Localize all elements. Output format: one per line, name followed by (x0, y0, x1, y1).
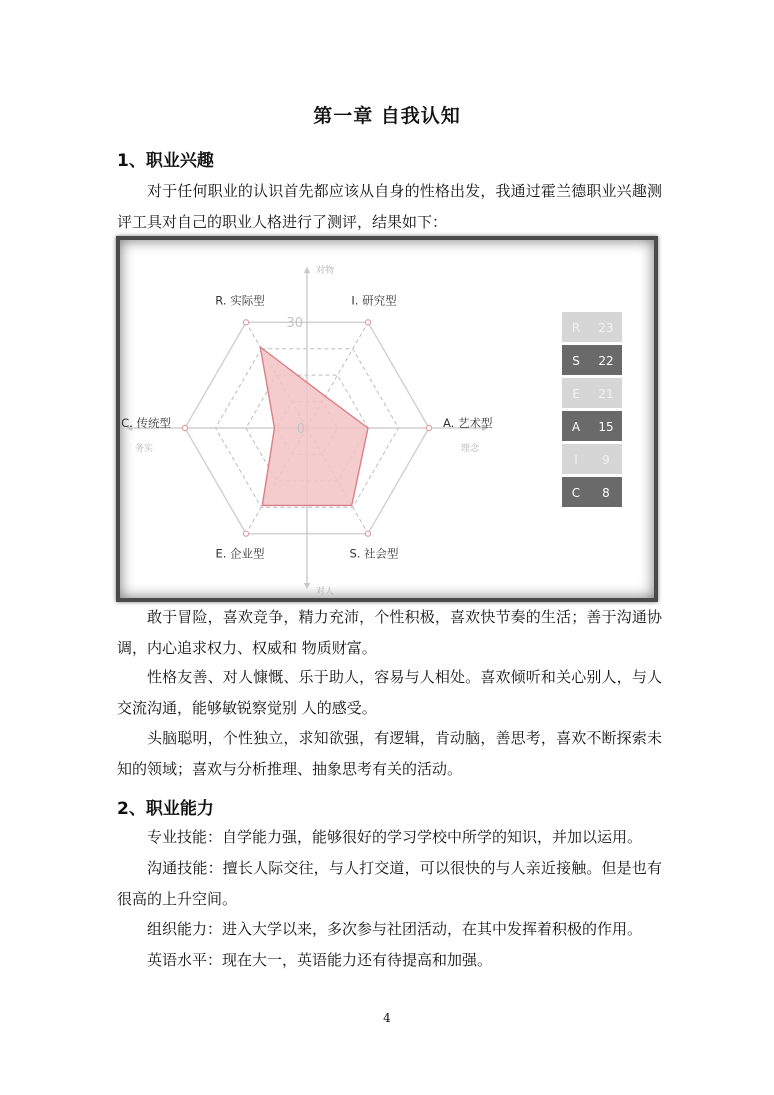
score-table-score: 9 (602, 453, 610, 467)
trait-paragraph-3: 头脑聪明，个性独立，求知欲强，有逻辑，肯动脑，善思考，喜欢不断探索未知的领域；喜欢与分析推理、抽象思考有关的活动。 (117, 729, 662, 778)
radar-vertex-dot (365, 531, 370, 536)
score-table-score: 8 (602, 486, 610, 500)
radar-axis-label: R. 实际型 (215, 293, 265, 308)
radar-dimension-label: 理念 (460, 444, 479, 454)
score-table-code: S (572, 354, 580, 368)
radar-axis-label: C. 传统型 (121, 416, 171, 430)
trait-paragraph-2: 性格友善、对人慷慨、乐于助人，容易与人相处。喜欢倾听和关心别人，与人交流沟通，能够敏锐察觉别 人的感受。 (117, 668, 662, 717)
page-number: 4 (383, 1011, 391, 1025)
radar-vertex-dot (243, 531, 248, 536)
score-table-code: E (572, 387, 580, 401)
ability-paragraph-3: 组织能力：进入大学以来，多次参与社团活动，在其中发挥着积极的作用。 (147, 920, 643, 938)
score-table-code: R (571, 321, 581, 335)
score-table (562, 312, 622, 507)
radar-axis-label: E. 企业型 (215, 546, 265, 561)
score-table-cell (562, 444, 622, 474)
radar-tick-label: 0 (296, 422, 305, 437)
radar-dimension-label: 对人 (316, 587, 335, 597)
radar-axis-label: I. 研究型 (351, 293, 397, 308)
holland-test-figure (116, 236, 658, 602)
radar-vertex-dot (426, 425, 431, 430)
radar-vertex-dot (243, 320, 248, 325)
ability-paragraph-4: 英语水平：现在大一，英语能力还有待提高和加强。 (147, 951, 493, 969)
radar-series-polygon (260, 347, 368, 505)
radar-tick-label: 30 (286, 316, 303, 331)
radar-axis-label: A. 艺术型 (443, 416, 493, 430)
score-table-code: A (571, 420, 581, 434)
figure-canvas (120, 240, 654, 598)
section-heading-ability: 2、职业能力 (117, 799, 214, 819)
radar-axis-label: S. 社会型 (349, 546, 399, 561)
score-table-score: 22 (598, 354, 614, 368)
section-heading-interest: 1、职业兴趣 (117, 151, 214, 171)
trait-paragraph-1: 敢于冒险，喜欢竞争，精力充沛，个性积极，喜欢快节奏的生活；善于沟通协调，内心追求权力、权威和 物质财富。 (117, 608, 662, 657)
ability-paragraph-2: 沟通技能：擅长人际交往，与人打交道，可以很快的与人亲近接触。但是也有很高的上升空间。 (117, 859, 662, 908)
holland-radar-chart (120, 240, 654, 598)
score-table-code: C (571, 486, 581, 500)
score-table-score: 15 (598, 420, 614, 434)
radar-dimension-label: 务实 (135, 444, 154, 454)
intro-paragraph: 对于任何职业的认识首先都应该从自身的性格出发，我通过霍兰德职业兴趣测评工具对自己的职业人格进行了测评，结果如下： (117, 182, 662, 231)
radar-vertex-dot (182, 425, 187, 430)
chapter-title: 第一章 自我认知 (313, 105, 461, 127)
ability-paragraph-1: 专业技能：自学能力强，能够很好的学习学校中所学的知识，并加以运用。 (147, 828, 643, 846)
score-table-score: 21 (598, 387, 614, 401)
radar-dimension-label: 对物 (316, 266, 335, 276)
radar-vertex-dot (365, 320, 370, 325)
score-table-score: 23 (598, 321, 614, 335)
score-table-code: I (574, 453, 578, 467)
